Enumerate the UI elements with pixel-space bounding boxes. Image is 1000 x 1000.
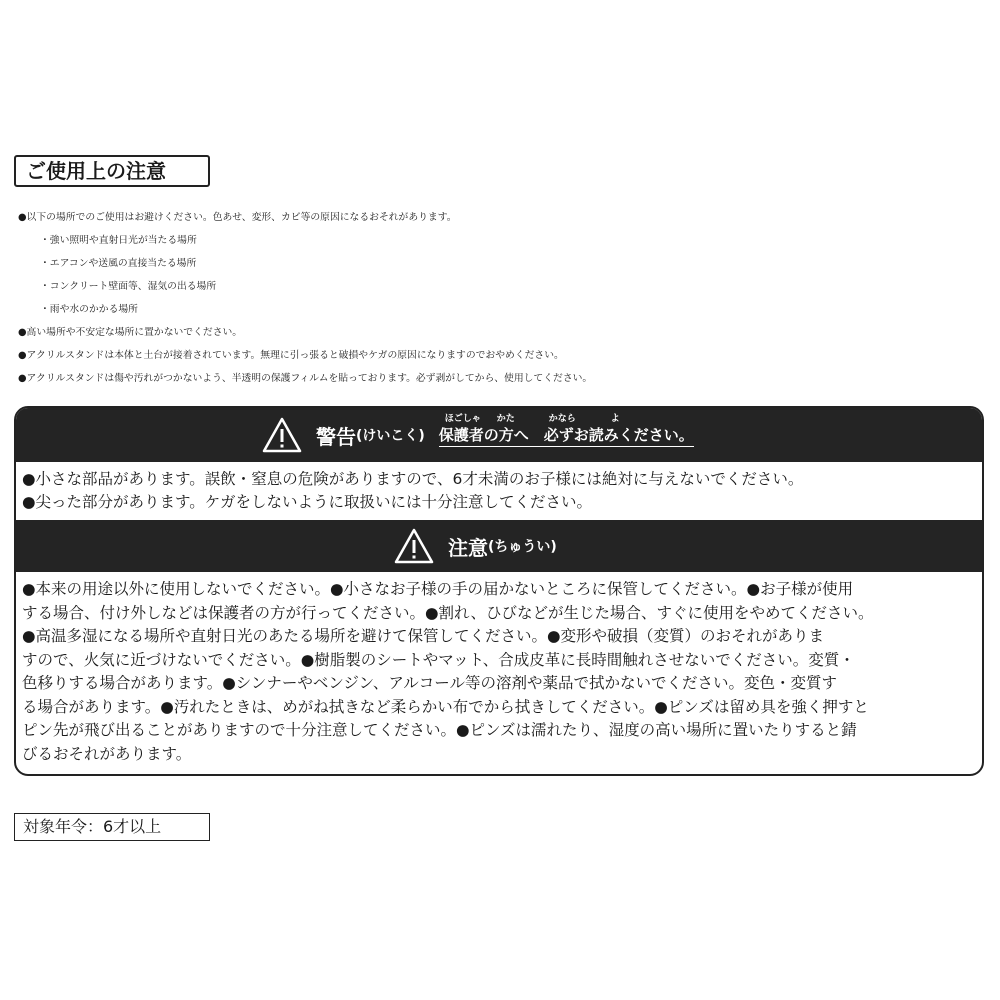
ruby-kanara: かなら: [548, 413, 576, 424]
caution-line: ●高温多湿になる場所や直射日光のあたる場所を避けて保管してください。●変形や破損（変質）のおそれがありま: [22, 627, 825, 645]
warning-triangle-icon: [262, 417, 302, 453]
note-line: ●以下の場所でのご使用はお避けください。色あせ、変形、カビ等の原因になるおそれがあります。: [18, 212, 457, 223]
caution-line: ピン先が飛び出ることがありますので十分注意してください。●ピンズは濡れたり、湿度の高い場所に置いたりすると錆: [22, 721, 857, 739]
target-age: 対象年令：6才以上: [14, 813, 210, 841]
warning-panel: [14, 406, 984, 776]
ruby-kata: かた: [496, 413, 515, 424]
caution-line: ●本来の用途以外に使用しないでください。●小さなお子様の手の届かないところに保管してください。●お子様が使用: [22, 580, 854, 598]
warning-reading: (けいこく): [356, 428, 425, 444]
note-subline: ・強い照明や直射日光が当たる場所: [40, 235, 197, 246]
caution-line: すので、火気に近づけないでください。●樹脂製のシートやマット、合成皮革に長時間触れさせないでください。変質・: [22, 650, 855, 669]
note-subline: ・雨や水のかかる場所: [40, 304, 138, 315]
caution-line: る場合があります。●汚れたときは、めがね拭きなど柔らかい布でから拭きしてください。●ピンズは留め具を強く押すと: [22, 697, 869, 716]
warning-band: [16, 408, 982, 462]
warning-lines: [22, 468, 803, 514]
note-line: ●高い場所や不安定な場所に置かないでください。: [18, 327, 243, 338]
warning-line: ●小さな部品があります。誤飲・窒息の危険がありますので、6才未満のお子様には絶対に与えないでください。: [22, 470, 804, 488]
warning-triangle-icon: [394, 528, 434, 564]
note-line: ●アクリルスタンドは傷や汚れがつかないよう、半透明の保護フィルムを貼っております。必ず剥がしてから、使用してください。: [18, 373, 593, 384]
ruby-yo: よ: [610, 413, 620, 424]
note-line: ●アクリルスタンドは本体と土台が接着されています。無理に引っ張ると破損やケガの原因になりますのでおやめください。: [18, 350, 564, 361]
caution-lines: [22, 578, 977, 766]
warning-target: [438, 413, 694, 447]
page-title: ご使用上の注意: [14, 155, 210, 187]
caution-title: 注意: [448, 535, 488, 560]
caution-reading: (ちゅうい): [488, 539, 557, 555]
warning-target-text: 保護者の方へ 必ずお読みください。: [438, 425, 694, 444]
caution-line: する場合、付け外しなどは保護者の方が行ってください。●割れ、ひびなどが生じた場合、すぐに使用をやめてください。: [22, 603, 874, 622]
caution-band: [16, 520, 982, 572]
note-subline: ・エアコンや送風の直接当たる場所: [40, 258, 197, 269]
usage-notes: [18, 206, 993, 390]
caution-line: 色移りする場合があります。●シンナーやベンジン、アルコール等の溶剤や薬品で拭かないでください。変色・変質す: [22, 674, 837, 692]
caution-line: びるおそれがあります。: [22, 744, 192, 763]
ruby-hogosha: ほごしゃ: [444, 413, 481, 424]
note-subline: ・コンクリート壁面等、湿気の出る場所: [40, 281, 217, 292]
warning-title: 警告: [316, 424, 356, 449]
warning-line: ●尖った部分があります。ケガをしないように取扱いには十分注意してください。: [22, 493, 592, 511]
